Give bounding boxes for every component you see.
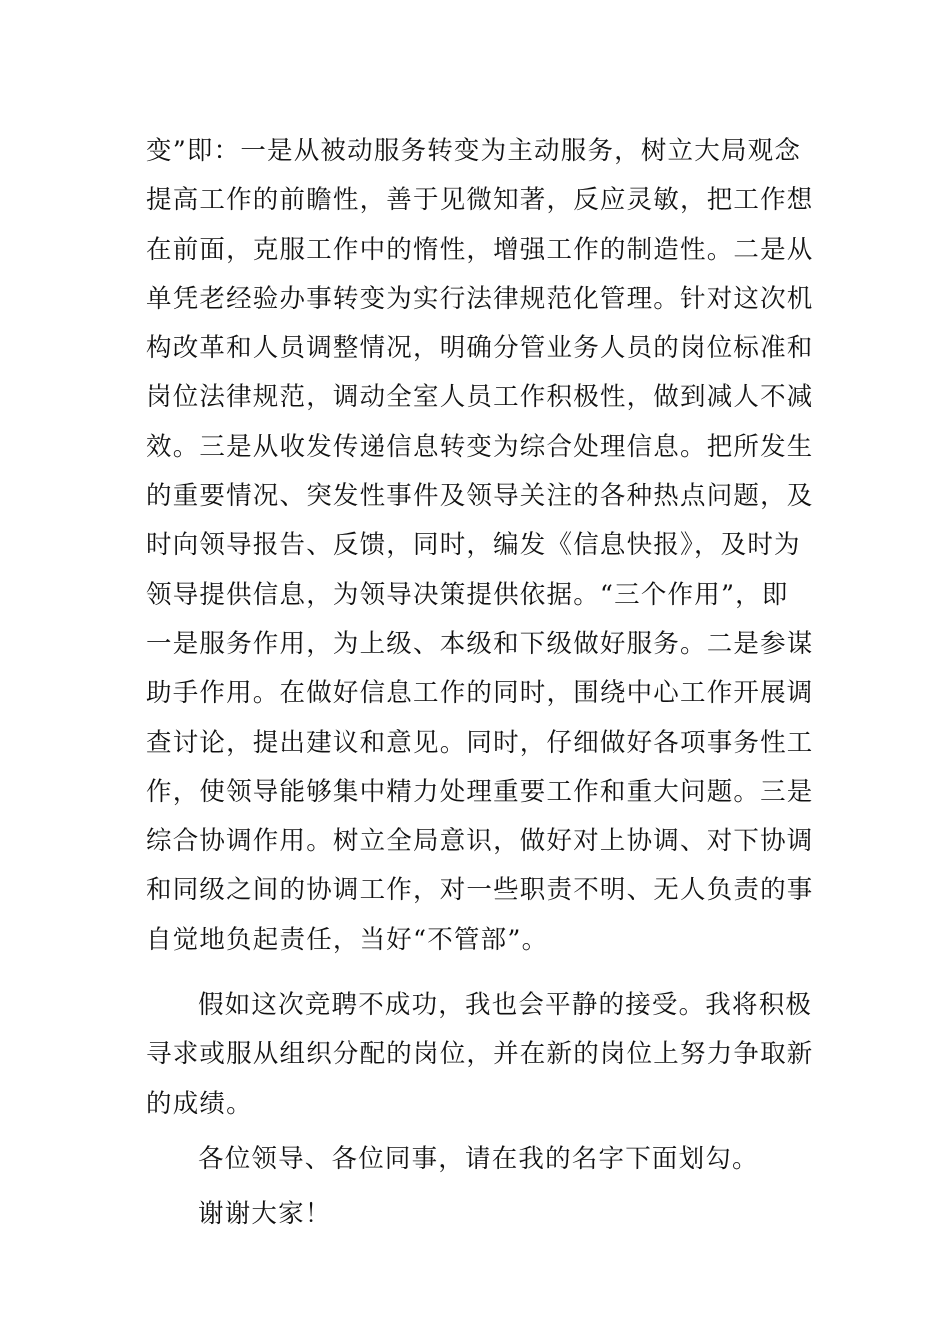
text-line: 作，使领导能够集中精力处理重要工作和重大问题。三是 [146,776,814,807]
text-line: 时向领导报告、反馈，同时，编发《信息快报》，及时为 [146,530,801,561]
text-line: 综合协调作用。树立全局意识，做好对上协调、对下协调 [146,826,814,857]
text-line: 助手作用。在做好信息工作的同时，围绕中心工作开展调 [146,678,814,709]
text-line: 寻求或服从组织分配的岗位，并在新的岗位上努力争取新 [146,1039,814,1070]
paragraph-3: 各位领导、各位同事，请在我的名字下面划勾。 [198,1143,759,1174]
text-line: 在前面，克服工作中的惰性，增强工作的制造性。二是从 [146,234,814,265]
text-line: 单凭老经验办事转变为实行法律规范化管理。针对这次机 [146,283,814,314]
paragraph-4: 谢谢大家！ [198,1199,332,1230]
text-line: 岗位法律规范，调动全室人员工作积极性，做到减人不减 [146,382,814,413]
text-line: 效。三是从收发传递信息转变为综合处理信息。把所发生 [146,431,814,462]
text-line: 提高工作的前瞻性，善于见微知著，反应灵敏，把工作想 [146,185,814,216]
text-line: 领导提供信息，为领导决策提供依据。“三个作用”，即 [146,579,789,610]
text-line: 自觉地负起责任，当好“不管部”。 [146,924,549,955]
text-line: 一是服务作用，为上级、本级和下级做好服务。二是参谋 [146,628,814,659]
paragraph-spacer [146,965,810,981]
text-line: 的成绩。 [146,1088,253,1119]
text-line: 和同级之间的协调工作，对一些职责不明、无人负责的事 [146,875,814,906]
document-body [146,127,814,1240]
text-line: 构改革和人员调整情况，明确分管业务人员的岗位标准和 [146,333,814,364]
paragraph-2 [146,981,814,1129]
text-line: 变”即：一是从被动服务转变为主动服务，树立大局观念 [146,136,802,166]
text-line: 查讨论，提出建议和意见。同时，仔细做好各项事务性工 [146,727,814,758]
text-line: 的重要情况、突发性事件及领导关注的各种热点问题，及 [146,481,814,512]
text-line: 假如这次竞聘不成功，我也会平静的接受。我将积极 [198,990,813,1021]
paragraph-1 [146,127,814,965]
